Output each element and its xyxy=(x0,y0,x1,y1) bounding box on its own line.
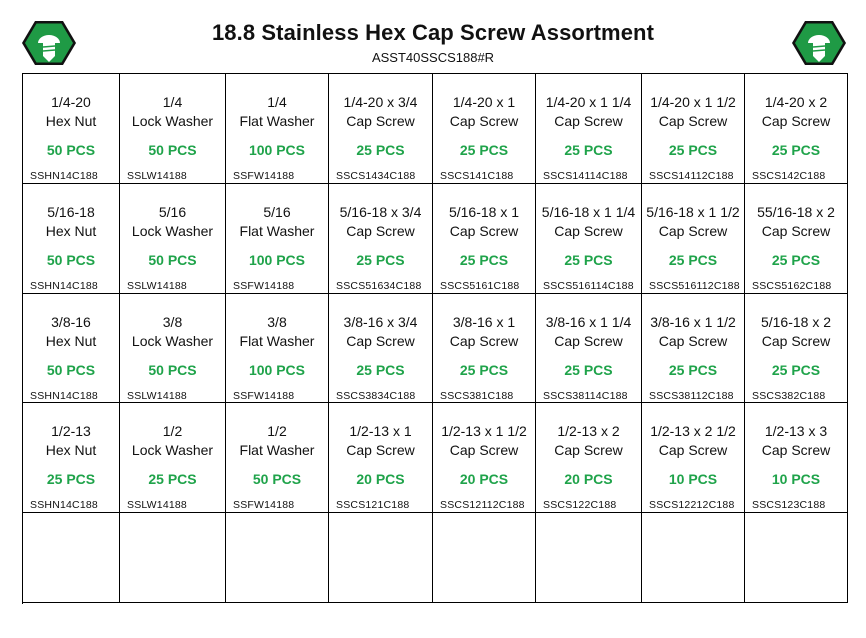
item-quantity: 10 PCS xyxy=(771,471,821,487)
item-type: Cap Screw xyxy=(761,442,831,458)
item-sku: SSCS516112C188 xyxy=(649,280,740,292)
item-size: 1/4 xyxy=(162,94,183,110)
item-sku: SSCS14112C188 xyxy=(649,170,734,182)
item-size: 5/16-18 x 1 1/2 xyxy=(646,204,740,220)
item-type: Cap Screw xyxy=(346,113,415,129)
grid-cell xyxy=(536,294,642,403)
grid-cell xyxy=(433,403,536,513)
item-quantity: 25 PCS xyxy=(356,252,405,268)
item-quantity: 25 PCS xyxy=(459,252,509,268)
grid-cell xyxy=(745,184,848,294)
item-quantity: 100 PCS xyxy=(248,362,306,378)
item-sku: SSHN14C188 xyxy=(30,499,98,511)
grid-cell xyxy=(433,184,536,294)
grid-cell xyxy=(745,74,848,184)
item-sku: SSLW14188 xyxy=(127,390,187,402)
item-type: Hex Nut xyxy=(45,223,97,239)
grid-cell xyxy=(120,184,226,294)
item-type: Flat Washer xyxy=(239,223,315,239)
grid-cell xyxy=(120,74,226,184)
item-sku: SSCS3834C188 xyxy=(336,390,416,402)
item-quantity: 20 PCS xyxy=(564,471,613,487)
item-quantity: 25 PCS xyxy=(46,471,96,487)
item-sku: SSCS1434C188 xyxy=(336,170,416,182)
item-size: 3/8 xyxy=(267,314,287,330)
item-sku: SSCS14114C188 xyxy=(543,170,628,182)
item-type: Flat Washer xyxy=(239,442,315,458)
item-type: Cap Screw xyxy=(658,333,728,349)
grid-cell xyxy=(329,403,433,513)
grid-cell xyxy=(23,403,120,513)
item-sku: SSLW14188 xyxy=(127,280,187,292)
item-size: 1/4-20 x 1 1/2 xyxy=(650,94,736,110)
grid-cell xyxy=(642,184,745,294)
item-size: 3/8 xyxy=(162,314,183,330)
grid-cell xyxy=(536,184,642,294)
item-size: 5/16-18 x 2 xyxy=(760,314,832,330)
item-sku: SSHN14C188 xyxy=(30,390,98,402)
grid-cell xyxy=(329,513,433,603)
item-quantity: 50 PCS xyxy=(46,142,96,158)
item-size: 5/16-18 x 3/4 xyxy=(339,204,422,220)
grid-cell xyxy=(536,513,642,603)
item-sku: SSLW14188 xyxy=(127,170,187,182)
item-quantity: 25 PCS xyxy=(771,252,821,268)
grid-cell xyxy=(329,184,433,294)
item-size: 5/16 xyxy=(263,204,291,220)
item-type: Cap Screw xyxy=(658,442,728,458)
item-quantity: 25 PCS xyxy=(564,362,613,378)
item-type: Lock Washer xyxy=(131,442,214,458)
item-type: Cap Screw xyxy=(346,442,415,458)
item-size: 1/2-13 x 2 1/2 xyxy=(650,423,736,439)
grid-cell xyxy=(23,74,120,184)
item-size: 55/16-18 x 2 xyxy=(757,204,835,220)
item-type: Cap Screw xyxy=(658,113,728,129)
grid-cell xyxy=(226,74,329,184)
item-type: Cap Screw xyxy=(346,333,415,349)
item-type: Cap Screw xyxy=(449,113,519,129)
item-sku: SSCS382C188 xyxy=(752,390,826,402)
item-sku: SSFW14188 xyxy=(233,280,295,292)
item-type: Cap Screw xyxy=(554,442,623,458)
item-type: Lock Washer xyxy=(131,223,214,239)
item-sku: SSCS123C188 xyxy=(752,499,826,511)
page-title: 18.8 Stainless Hex Cap Screw Assortment xyxy=(211,20,655,45)
item-type: Cap Screw xyxy=(554,113,623,129)
item-type: Cap Screw xyxy=(449,333,519,349)
item-size: 1/4-20 xyxy=(51,94,91,110)
item-sku: SSCS12212C188 xyxy=(649,499,735,511)
item-size: 1/2 xyxy=(267,423,287,439)
item-size: 3/8-16 x 1 1/4 xyxy=(545,314,632,330)
item-quantity: 50 PCS xyxy=(252,471,302,487)
item-quantity: 25 PCS xyxy=(668,362,718,378)
grid-cell xyxy=(120,294,226,403)
grid-cell xyxy=(120,403,226,513)
grid-cell xyxy=(23,184,120,294)
item-size: 5/16-18 xyxy=(47,204,95,220)
item-size: 1/2 xyxy=(162,423,183,439)
item-sku: SSCS51634C188 xyxy=(336,280,422,292)
item-quantity: 25 PCS xyxy=(668,142,718,158)
grid-cell xyxy=(329,74,433,184)
item-sku: SSFW14188 xyxy=(233,390,295,402)
item-quantity: 100 PCS xyxy=(248,252,306,268)
item-quantity: 25 PCS xyxy=(771,142,821,158)
item-sku: SSHN14C188 xyxy=(30,280,98,292)
item-type: Lock Washer xyxy=(131,333,214,349)
item-type: Cap Screw xyxy=(449,442,519,458)
item-size: 3/8-16 x 1 xyxy=(452,314,516,330)
grid-cell xyxy=(433,513,536,603)
item-type: Cap Screw xyxy=(761,113,831,129)
grid-cell xyxy=(226,403,329,513)
item-sku: SSHN14C188 xyxy=(30,170,98,182)
item-quantity: 50 PCS xyxy=(148,252,197,268)
item-quantity: 25 PCS xyxy=(564,142,613,158)
item-size: 1/4-20 x 1 xyxy=(452,94,516,110)
item-size: 3/8-16 x 1 1/2 xyxy=(650,314,736,330)
item-quantity: 50 PCS xyxy=(46,362,96,378)
item-type: Cap Screw xyxy=(761,223,831,239)
item-type: Hex Nut xyxy=(45,113,97,129)
item-type: Cap Screw xyxy=(658,223,728,239)
item-size: 1/2-13 xyxy=(51,423,91,439)
item-quantity: 25 PCS xyxy=(356,362,405,378)
grid-cell xyxy=(536,74,642,184)
item-size: 1/2-13 x 2 xyxy=(557,423,620,439)
item-quantity: 20 PCS xyxy=(356,471,405,487)
item-size: 1/4 xyxy=(267,94,287,110)
item-type: Hex Nut xyxy=(45,333,97,349)
item-quantity: 50 PCS xyxy=(46,252,96,268)
item-sku: SSCS516114C188 xyxy=(543,280,634,292)
grid-cell xyxy=(745,294,848,403)
item-size: 3/8-16 xyxy=(51,314,91,330)
item-quantity: 10 PCS xyxy=(668,471,718,487)
grid-cell xyxy=(433,294,536,403)
item-sku: SSCS12112C188 xyxy=(440,499,525,511)
item-sku: SSCS5161C188 xyxy=(440,280,520,292)
item-sku: SSCS381C188 xyxy=(440,390,514,402)
grid-cell xyxy=(120,513,226,603)
item-type: Flat Washer xyxy=(239,333,315,349)
item-size: 5/16 xyxy=(158,204,187,220)
item-quantity: 50 PCS xyxy=(148,362,197,378)
item-size: 1/4-20 x 3/4 xyxy=(343,94,418,110)
grid-cell xyxy=(226,294,329,403)
item-quantity: 50 PCS xyxy=(148,142,197,158)
item-size: 1/2-13 x 1 1/2 xyxy=(441,423,527,439)
grid-cell xyxy=(642,403,745,513)
item-type: Cap Screw xyxy=(346,223,415,239)
grid-cell xyxy=(745,403,848,513)
item-type: Lock Washer xyxy=(131,113,214,129)
assortment-code: ASST40SSCS188#R xyxy=(371,50,495,65)
grid-cell xyxy=(536,403,642,513)
item-sku: SSFW14188 xyxy=(233,499,295,511)
item-quantity: 25 PCS xyxy=(668,252,718,268)
grid-cell xyxy=(642,294,745,403)
item-type: Hex Nut xyxy=(45,442,97,458)
item-quantity: 25 PCS xyxy=(771,362,821,378)
item-type: Cap Screw xyxy=(449,223,519,239)
item-sku: SSCS38114C188 xyxy=(543,390,628,402)
grid-cell xyxy=(23,513,120,603)
item-size: 1/4-20 x 2 xyxy=(764,94,828,110)
grid-cell xyxy=(23,294,120,403)
item-sku: SSCS141C188 xyxy=(440,170,514,182)
grid-cell xyxy=(329,294,433,403)
item-type: Cap Screw xyxy=(554,223,623,239)
item-type: Flat Washer xyxy=(239,113,315,129)
item-sku: SSFW14188 xyxy=(233,170,295,182)
item-quantity: 25 PCS xyxy=(459,142,509,158)
item-sku: SSCS142C188 xyxy=(752,170,826,182)
grid-cell xyxy=(642,74,745,184)
item-size: 1/2-13 x 3 xyxy=(764,423,828,439)
grid-cell xyxy=(745,513,848,603)
item-quantity: 25 PCS xyxy=(356,142,405,158)
item-type: Cap Screw xyxy=(554,333,623,349)
item-quantity: 25 PCS xyxy=(564,252,613,268)
item-size: 1/2-13 x 1 xyxy=(349,423,412,439)
item-size: 1/4-20 x 1 1/4 xyxy=(545,94,632,110)
item-quantity: 25 PCS xyxy=(148,471,197,487)
grid-cell xyxy=(226,184,329,294)
item-sku: SSCS38112C188 xyxy=(649,390,734,402)
grid-cell xyxy=(433,74,536,184)
item-quantity: 100 PCS xyxy=(248,142,306,158)
item-size: 3/8-16 x 3/4 xyxy=(343,314,418,330)
item-sku: SSCS121C188 xyxy=(336,499,410,511)
item-sku: SSCS5162C188 xyxy=(752,280,832,292)
item-sku: SSCS122C188 xyxy=(543,499,617,511)
grid-cell xyxy=(226,513,329,603)
item-quantity: 25 PCS xyxy=(459,362,509,378)
item-type: Cap Screw xyxy=(761,333,831,349)
item-size: 5/16-18 x 1 1/4 xyxy=(541,204,636,220)
item-size: 5/16-18 x 1 xyxy=(448,204,520,220)
grid-cell xyxy=(642,513,745,603)
item-quantity: 20 PCS xyxy=(459,471,509,487)
assortment-grid xyxy=(22,73,848,604)
item-sku: SSLW14188 xyxy=(127,499,187,511)
